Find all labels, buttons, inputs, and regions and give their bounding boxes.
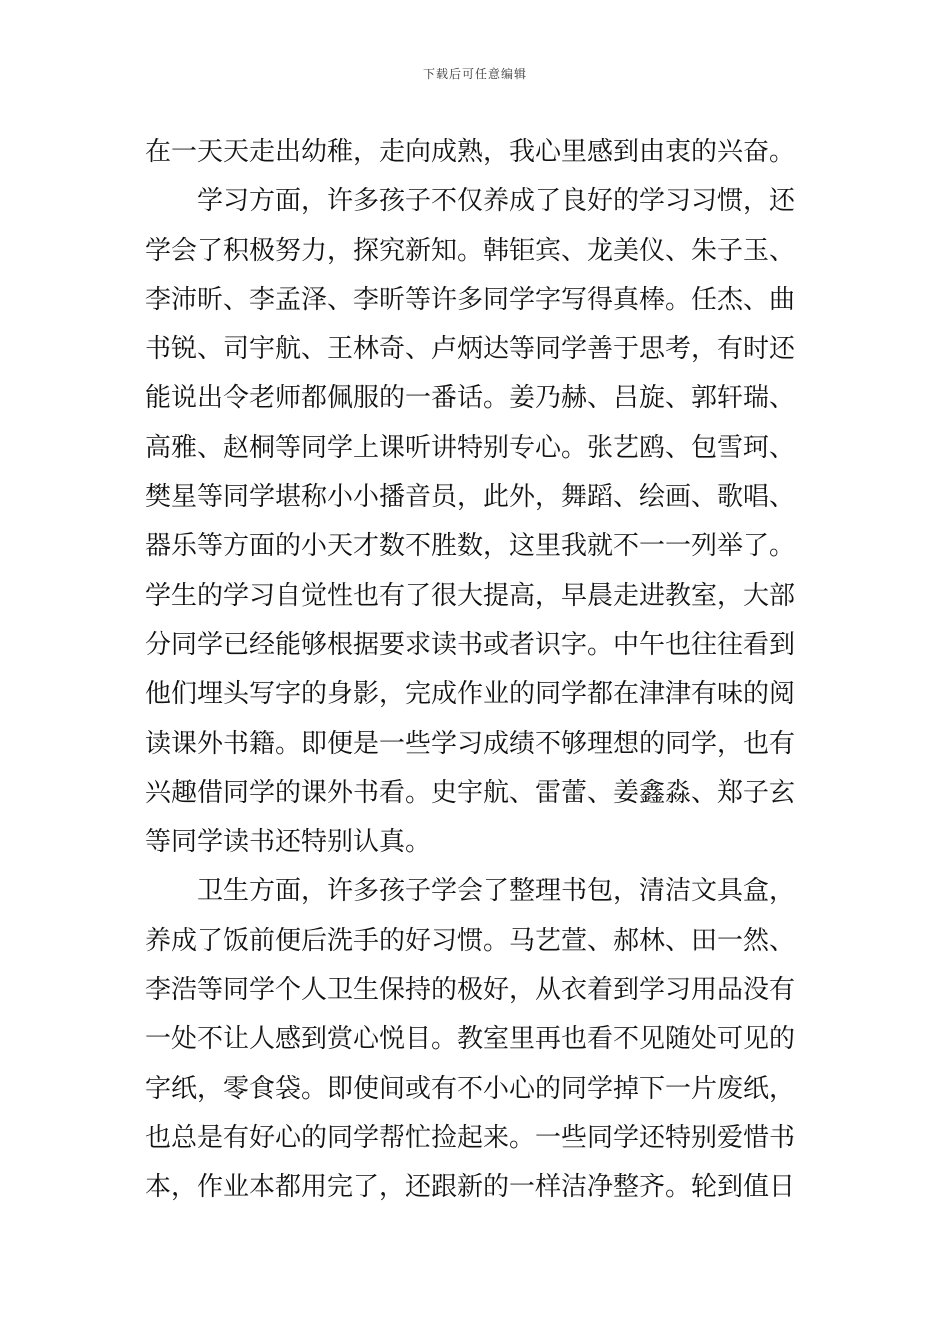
text-line: 樊星等同学堪称小小播音员，此外，舞蹈、绘画、歌唱、 [145, 482, 796, 513]
text-line: 字纸，零食袋。即使间或有不小心的同学掉下一片废纸， [145, 1073, 796, 1104]
text-line: 一处不让人感到赏心悦目。教室里再也看不见随处可见的 [145, 1024, 796, 1055]
page-header: 下载后可任意编辑 [422, 67, 527, 81]
text-line: 养成了饭前便后洗手的好习惯。马艺萱、郝林、田一然、 [145, 925, 796, 956]
text-line: 学生的学习自觉性也有了很大提高，早晨走进教室，大部 [145, 580, 796, 611]
text-line: 兴趣借同学的课外书看。史宇航、雷蕾、姜鑫淼、郑子玄 [145, 777, 796, 808]
paragraph-start-line: 卫生方面，许多孩子学会了整理书包，清洁文具盒， [197, 876, 796, 907]
text-line: 学会了积极努力，探究新知。韩钜宾、龙美仪、朱子玉、 [145, 235, 796, 266]
text-line: 他们埋头写字的身影，完成作业的同学都在津津有味的阅 [145, 679, 796, 710]
text-line: 等同学读书还特别认真。 [145, 827, 432, 858]
text-line: 能说出令老师都佩服的一番话。姜乃赫、吕旋、郭轩瑞、 [145, 383, 796, 414]
text-line: 器乐等方面的小天才数不胜数，这里我就不一一列举了。 [145, 531, 796, 562]
text-line: 书锐、司宇航、王林奇、卢炳达等同学善于思考，有时还 [145, 334, 796, 365]
text-line: 在一天天走出幼稚，走向成熟，我心里感到由衷的兴奋。 [145, 137, 796, 167]
paragraph-start-line: 学习方面，许多孩子不仅养成了良好的学习习惯，还 [197, 186, 796, 217]
text-line: 李浩等同学个人卫生保持的极好，从衣着到学习用品没有 [145, 975, 796, 1006]
text-line: 也总是有好心的同学帮忙捡起来。一些同学还特别爱惜书 [145, 1122, 796, 1153]
text-line: 高雅、赵桐等同学上课听讲特别专心。张艺鸥、包雪珂、 [145, 432, 796, 463]
body-text [145, 128, 810, 1213]
text-line: 读课外书籍。即便是一些学习成绩不够理想的同学，也有 [145, 728, 796, 759]
text-line: 分同学已经能够根据要求读书或者识字。中午也往往看到 [145, 629, 796, 660]
text-line: 李沛昕、李孟泽、李昕等许多同学字写得真棒。任杰、曲 [145, 284, 796, 315]
text-line: 本，作业本都用完了，还跟新的一样洁净整齐。轮到值日 [145, 1172, 796, 1203]
